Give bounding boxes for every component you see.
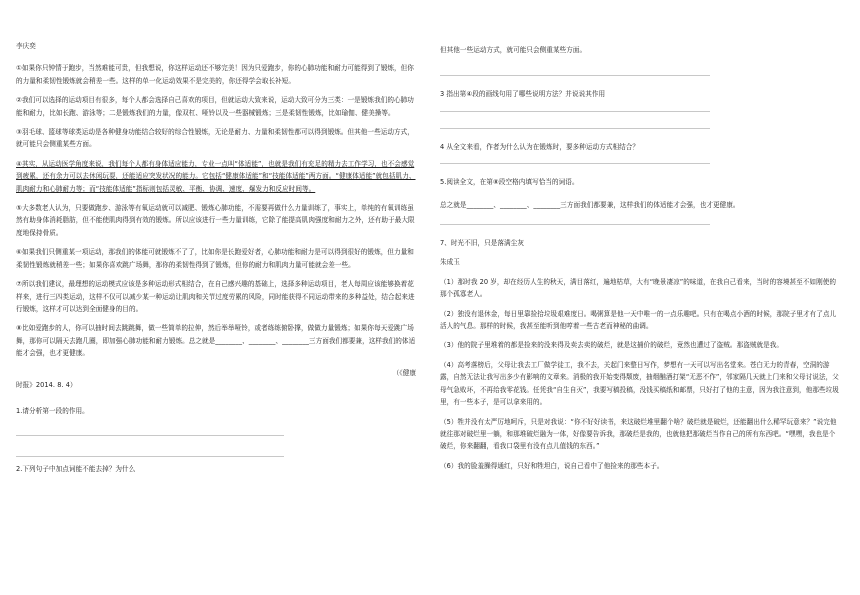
paragraph-7: ⑦所以我们建议，最理想的运动模式应该是多种运动形式相结合，在自己感兴趣的基础上，选择多种运动项目，老人每周应该能够换着花样来，进行三四类运动，这样不仅可以减少某一种运动让肌肉和关节过度劳累的风险，同时能获得不同运动带来的多种益处，结合起来进行锻炼，这样才可以达到全面健身的目的。	[16, 280, 415, 313]
question-5-fill-text: 总之就是________、________、________三方面我们都要兼，这样我们的体适能才会强，也才更健康。	[440, 200, 740, 209]
article-2-paragraph-6: （6）我的脸羞臊得通红，只好和牲坦白，说自己看中了他捡来的那些本子。	[440, 461, 664, 470]
paragraph-5: ⑤大多数老人认为，只要做跑步、游泳等有氧运动就可以减肥、锻炼心肺功能，不需要再做什么力量训练了，事实上，单纯的有氧训练虽然有助身体消耗脂肪，但不能使肌肉得到有效的锻炼。所以应该进行一些力量训练，它除了能提高肌肉强度和耐力之外，还有助于最大限度地保持骨质。	[16, 204, 415, 237]
source-citation: （《健康	[392, 368, 416, 377]
question-2-sentence: 但其他一些运动方式，就可能只会侧重某些方面。	[440, 46, 587, 54]
question-4: 4 从全文来看，作者为什么认为在锻炼时，要多种运动方式相结合？	[440, 142, 640, 151]
paragraph-6: ⑥如果我们只侧重某一项运动，那我们的体能可就锻炼不了了，比如你是长跑爱好者，心肺功能和耐力是可以得到很好的锻炼，但力量和柔韧性锻炼就稍差一些；如果你喜欢跳广场舞，那你的柔韧性得到了锻炼，但你的耐力和肌肉力量可能就会差一些。	[16, 248, 414, 269]
article-2-paragraph-1: （1）那时我 20 岁，却在经历人生的秋天，满目落红，遍地枯草，大有“晚景凄凉”的味道，在我自己看来，当时的容境甚至不如刚使的那个孤寡老人。	[440, 277, 837, 299]
source-citation-cont: 时报》2014. 8. 4）	[16, 380, 77, 389]
question-5: 5.阅读全文，在第⑧段空格内填写恰当的词语。	[440, 178, 579, 187]
question-3: 3 指出第④段的画线句用了哪些说明方法？并说说其作用	[440, 90, 606, 99]
article-2-author: 朱成玉	[440, 258, 460, 267]
paragraph-4: ④其实，从运动医学角度来说，我们每个人都有身体适应能力，专业一点叫“体适能”，也就是我们有充足的精力去工作学习，也不会感觉到疲累，还有余力可以去休闲玩耍，还能适应突发状况的能力。它包括“健康体适能”和“技能体适能”两方面。“健康体适能”就包括肌力、肌肉耐力和心肺耐力等；而“技能体适能”指标则包括灵敏、平衡、协调、速度、爆发力和反应时间等。	[16, 159, 416, 193]
article-2-title: 7、时光不旧，只是落满尘灰	[440, 239, 524, 248]
article-author: 李庆奕	[16, 42, 36, 50]
paragraph-8: ⑧比如爱跑步的人，你可以抽时间去跳跳舞，做一些简单的拉伸，然后举举哑铃，或者练练俯卧撑，做做力量锻炼；如果你每天爱跳广场舞，那你可以隔天去跑几圈，即加强心肺功能和耐力锻炼。总之就是________、________、________三方面我们都要兼，这样我们的体适能才会强，也才更健康。	[16, 324, 416, 358]
question-1: 1.请分析第一段的作用。	[16, 407, 89, 416]
article-2-paragraph-5: （5）牲并没有太严厉地呵斥，只是对我说：“你不好好读书，来这破烂堆里翻个啥？破烂就是破烂，还能翻出什么稀罕玩意来？”说完他就往那对破烂里一躺，和那堆破烂融为一体，好像要告诉我，那破烂是我的，也就他把那破烂当作自己的所有东西吧。“嘿嘿，我也是个破烂，你来翻翻，看我口袋里有没有点儿值钱的东西。”	[440, 417, 837, 451]
article-2-paragraph-3: （3）他的院子里堆着的都是捡来的没来得及卖去卖的破烂，就是这捕价的破烂，竟然也遭过了盗贼。那盗贼就是我。	[440, 341, 784, 350]
right-column	[440, 44, 840, 479]
left-column	[16, 40, 416, 482]
article-2-paragraph-4: （4）高考落榜后，父母让我去工厂做学徒工，我不去，关起门来整日写作，梦想有一天可以写出名堂来。苍白无力的青春，空洞的游露，自然无法让我写出多少有影响的文章来。消极的我开始变得颓废，抽烟酗酒打架“无恶不作”，邻家隔几天就上门来和父母讨说法，父母气急败坏，不再给我零花钱。任凭我“自生自灭”，我要写稿投稿，没钱买稿纸和邮票，只好打了他的主意，因为我注意到，他那些垃圾里，有一些本子，是可以拿来用的。	[440, 360, 839, 407]
question-2: 2.下列句子中加点词能不能去掉？为什么	[16, 464, 136, 473]
paragraph-2: ②我们可以选择的运动项目有很多，每个人都会选择自己喜欢的项目，但就运动大致来说，运动大致可分为三类：一是锻炼我们的心肺功能和耐力，比如长跑、游泳等；二是锻炼我们的力量，像双杠、哑铃以及一些器械锻炼；三是柔韧性锻炼，比如瑜伽、健美操等。	[16, 96, 414, 117]
article-2-paragraph-2: （2）独没有退休金，每日里靠捡拾垃圾艰难度日。喝粥算是他一天中唯一的一点乐趣吧。只有在喝点小酒的时候，那院子里才有了点儿活人的气息。那样的时候，我甚至能听到他哼着一些古老而神秘的曲调。	[440, 309, 837, 331]
paragraph-3: ③羽毛球、篮球等球类运动是各种健身功能结合较好的综合性锻炼，无论是耐力、力量和柔韧性都可以得到锻炼。但其他一些运动方式，就可能只会侧重某些方面。	[16, 128, 414, 149]
paragraph-1: ①如果你只钟情于跑步，当然难能可贵，但我想说，你这样运动还不够完美！因为只爱跑步，你的心肺功能和耐力可能得到了锻炼，但你的力量和柔韧性锻炼就会稍差一些。这样的单一化运动效果不是完美的，你还得学会取长补短。	[16, 64, 414, 85]
